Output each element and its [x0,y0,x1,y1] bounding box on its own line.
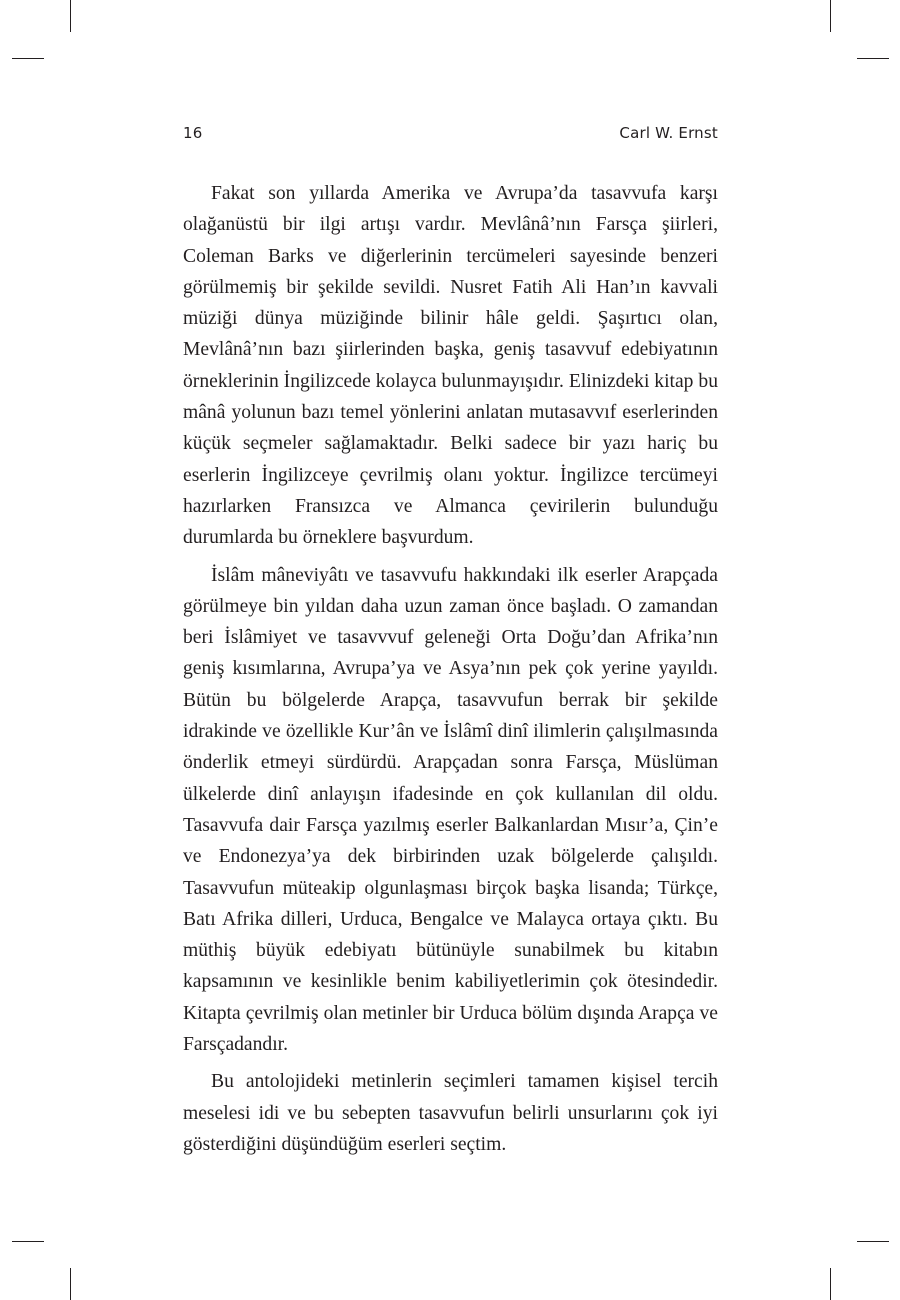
page-number: 16 [183,124,203,142]
paragraph: Bu antolojideki metinlerin seçimleri tamamen kişisel tercih meselesi idi ve bu sebepten tasavvufun belirli unsurlarını çok iyi gösterdiğini düşündüğüm eserleri seçtim. [183,1071,718,1155]
body-text [183,178,718,1160]
crop-mark-top-left [70,0,71,32]
crop-mark-top-right-h [857,58,889,59]
paragraph: İslâm mâneviyâtı ve tasavvufu hakkındaki ilk eserler Arapçada görülmeye bin yıldan daha uzun zaman önce başladı. O zamandan beri İslâmiyet ve tasavvvuf geleneği Orta Doğu’dan Afrika’nın geniş kısımlarına, Avrupa’ya ve Asya’nın pek çok yerine yayıldı. Bütün bu bölgelerde Arapça, tasavvufun berrak bir şekilde idrakinde ve özellikle Kur’ân ve İslâmî dinî ilimlerin çalışılmasında önderlik etmeyi sürdürdü. Arapçadan sonra Farsça, Müslüman ülkelerde dinî anlayışın ifadesinde en çok kullanılan dil oldu. Tasavvufa dair Farsça yazılmış eserler Balkanlardan Mısır’a, Çin’e ve Endonezya’ya dek birbirinden uzak bölgelerde çalışıldı. Tasavvufun müteakip olgunlaşması birçok başka lisanda; Türkçe, Batı Afrika dilleri, Urduca, Bengalce ve Malayca ortaya çıktı. Bu müthiş büyük edebiyatı bütünüyle sunabilmek bu kitabın kapsamının ve kesinlikle benim kabiliyetlerimin çok ötesindedir. Kitapta çevrilmiş olan metinler bir Urduca bölüm dışında Arapça ve Farsçadandır. [183,564,718,1056]
crop-mark-bottom-left-h [12,1241,44,1242]
running-head [183,124,718,146]
crop-mark-bottom-right [830,1268,831,1300]
crop-mark-top-right [830,0,831,32]
paragraph: Fakat son yıllarda Amerika ve Avrupa’da tasavvufa karşı olağanüstü bir ilgi artışı vardır. Mevlânâ’nın Farsça şiirleri, Coleman Barks ve diğerlerinin tercümeleri sayesinde benzeri görülmemiş bir şekilde sevildi. Nusret Fatih Ali Han’ın kavvali müziği dünya müziğinde bilinir hâle geldi. Şaşırtıcı olan, Mevlânâ’nın bazı şiirlerinden başka, geniş tasavvuf edebiyatının örneklerinin İngilizcede kolayca bulunmayışıdır. Elinizdeki kitap bu mânâ yolunun bazı temel yönlerini anlatan mutasavvıf eserlerinden küçük seçmeler sağlamaktadır. Belki sadece bir yazı hariç bu eserlerin İngilizceye çevrilmiş olanı yoktur. İngilizce tercümeyi hazırlarken Fransızca ve Almanca çevirilerin bulunduğu durumlarda bu örneklere başvurdum. [183,183,718,549]
crop-mark-bottom-left [70,1268,71,1300]
author-name: Carl W. Ernst [619,124,718,142]
crop-mark-top-left-h [12,58,44,59]
crop-mark-bottom-right-h [857,1241,889,1242]
